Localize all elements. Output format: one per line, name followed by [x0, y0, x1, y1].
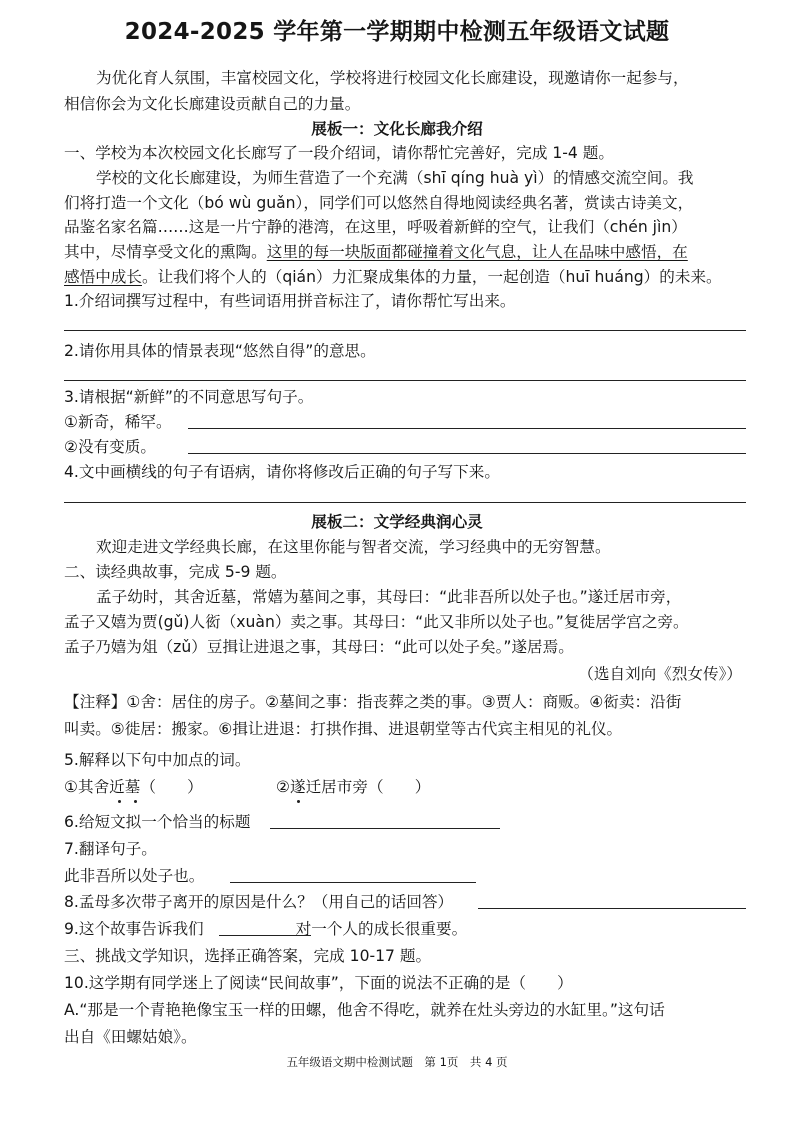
underlined-sentence-part-2: 感悟中成长: [64, 268, 142, 286]
story-line-2: 孟子又嬉为贾(gǔ)人衒（xuàn）卖之事。其母曰：“此又非所以处子也。”复徙居学宫之旁。: [64, 613, 689, 631]
page-footer: 五年级语文期中检测试题 第 1页 共 4 页: [286, 1055, 508, 1069]
answer-line-q1[interactable]: [64, 330, 746, 331]
emphasis-dot-icon: [297, 800, 300, 803]
question-9: [64, 917, 467, 941]
passage-line-3: 品鉴名家名篇……这是一片宁静的港湾，在这里，呼吸着新鲜的空气，让我们（chén jìn）: [64, 218, 687, 236]
answer-line-q7[interactable]: [230, 882, 476, 883]
question-3-meaning-1: ①新奇，稀罕。: [64, 413, 172, 431]
section-1-instruction: 一、学校为本次校园文化长廊写了一段介绍词，请你帮忙完善好，完成 1-4 题。: [64, 144, 614, 162]
notes-line-1: 【注释】①舍：居住的房子。②墓间之事：指丧葬之类的事。③贾人：商贩。④衒卖：沿街: [64, 693, 682, 711]
section-3-instruction: 三、挑战文学知识，选择正确答案，完成 10-17 题。: [64, 947, 432, 965]
story-line-1: 孟子幼时，其舍近墓，常嬉为墓间之事，其母曰：“此非吾所以处子也。”遂迁居市旁，: [96, 588, 682, 606]
notes-line-2: 叫卖。⑤徙居：搬家。⑥揖让进退：打拱作揖、进退朝堂等古代宾主相见的礼仪。: [64, 720, 623, 738]
story-line-3: 孟子乃嬉为俎（zǔ）豆揖让进退之事，其母曰：“此可以处子矣。”遂居焉。: [64, 638, 574, 656]
passage-line-5: [64, 265, 722, 289]
question-4: 4.文中画横线的句子有语病，请你将修改后正确的句子写下来。: [64, 463, 500, 481]
question-6: 6.给短文拟一个恰当的标题: [64, 813, 251, 831]
passage-line-5-plain: 。让我们将个人的（qián）力汇聚成集体的力量，一起创造（huī huáng）的未来。: [141, 268, 722, 286]
board2-intro: 欢迎走进文学经典长廊，在这里你能与智者交流，学习经典中的无穷智慧。: [96, 538, 611, 556]
section-2-instruction: 二、读经典故事，完成 5-9 题。: [64, 563, 287, 581]
question-3-meaning-2: ②没有变质。: [64, 438, 156, 456]
board2-heading: 展板二：文学经典润心灵: [311, 513, 483, 531]
question-10-option-a-line-1: A.“那是一个青艳艳像宝玉一样的田螺，他舍不得吃，就养在灶头旁边的水缸里。”这句话: [64, 1001, 665, 1019]
question-9-part-2: 对一个人的成长很重要。: [295, 920, 468, 938]
answer-line-q4[interactable]: [64, 502, 746, 503]
intro-line-1: 为优化育人氛围，丰富校园文化，学校将进行校园文化长廊建设，现邀请你一起参与，: [96, 69, 689, 87]
passage-line-4-plain: 其中，尽情享受文化的熏陶。: [64, 243, 267, 261]
answer-line-q9[interactable]: [219, 935, 311, 936]
question-10: 10.这学期有同学迷上了阅读“民间故事”，下面的说法不正确的是（ ）: [64, 974, 573, 992]
question-5-item-1: ①其舍近墓（ ）: [64, 778, 203, 796]
passage-line-4: [64, 240, 688, 264]
question-7: 7.翻译句子。: [64, 840, 157, 858]
emphasis-dot-icon: [134, 800, 137, 803]
answer-line-q2[interactable]: [64, 380, 746, 381]
question-8: 8.孟母多次带子离开的原因是什么？（用自己的话回答）: [64, 893, 454, 911]
question-10-option-a-line-2: 出自《田螺姑娘》。: [64, 1028, 197, 1046]
question-7-sentence: 此非吾所以处子也。: [64, 867, 205, 885]
exam-title: 2024-2025 学年第一学期期中检测五年级语文试题: [124, 19, 670, 45]
question-3: 3.请根据“新鲜”的不同意思写句子。: [64, 388, 314, 406]
intro-line-2: 相信你会为文化长廊建设贡献自己的力量。: [64, 95, 361, 113]
passage-line-1: 学校的文化长廊建设，为师生营造了一个充满（shī qíng huà yì）的情感交流空间。我: [96, 169, 694, 187]
passage-line-2: 们将打造一个文化（bó wù guǎn），同学们可以悠然自得地阅读经典名著，赏读古诗美文，: [64, 194, 694, 212]
answer-line-q3b[interactable]: [188, 453, 746, 454]
question-5: 5.解释以下句中加点的词。: [64, 751, 251, 769]
answer-line-q6[interactable]: [270, 828, 500, 829]
answer-line-q8[interactable]: [478, 908, 746, 909]
question-1: 1.介绍词撰写过程中，有些词语用拼音标注了，请你帮忙写出来。: [64, 292, 516, 310]
question-9-part-1: 9.这个故事告诉我们: [64, 920, 204, 938]
question-2: 2.请你用具体的情景表现“悠然自得”的意思。: [64, 342, 376, 360]
underlined-sentence-part-1: 这里的每一块版面都碰撞着文化气息，让人在品味中感悟，在: [266, 243, 688, 261]
answer-line-q3a[interactable]: [188, 428, 746, 429]
story-source: （选自刘向《烈女传》）: [578, 665, 742, 683]
board1-heading: 展板一：文化长廊我介绍: [311, 120, 483, 138]
emphasis-dot-icon: [118, 800, 121, 803]
question-5-item-2: ②遂迁居市旁（ ）: [276, 778, 431, 796]
